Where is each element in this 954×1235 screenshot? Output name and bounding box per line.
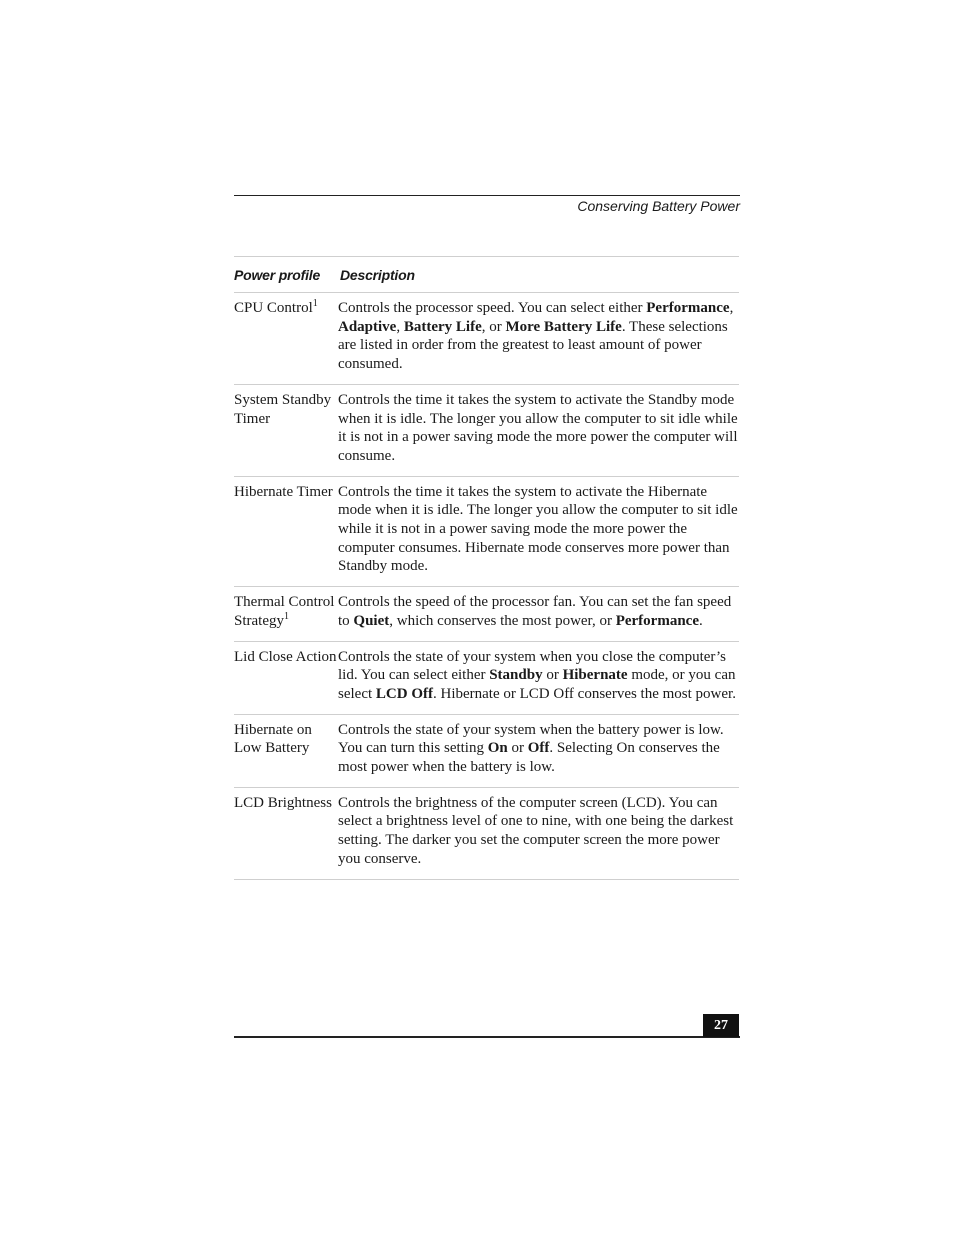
table-row xyxy=(234,293,739,385)
table-row xyxy=(234,384,739,476)
option-name: Quiet xyxy=(353,612,390,629)
table-row xyxy=(234,787,739,879)
table-row xyxy=(234,587,739,641)
description-text: , xyxy=(729,300,734,316)
description-text: or xyxy=(542,667,563,684)
page-number: 27 xyxy=(703,1014,739,1037)
description-text: Controls the brightness of the computer screen (LCD). You can select a brightness level of one to nine, with one being the darkest setting. The darker you set the computer screen the more power you conserve. xyxy=(338,794,734,867)
description-text: Controls the processor speed. You can select either xyxy=(338,300,647,316)
description-text: , xyxy=(396,318,404,335)
description-text: , which conserves the most power, or xyxy=(389,612,616,629)
description-text: mode, or you can select xyxy=(338,667,736,702)
description-cell xyxy=(338,787,739,879)
table-row xyxy=(234,476,739,587)
power-profile-name: Hibernate on Low Battery xyxy=(234,721,312,757)
power-profile-cell xyxy=(234,641,338,714)
power-profile-cell xyxy=(234,293,338,385)
power-profile-name: CPU Control xyxy=(234,300,313,316)
footnote-marker: 1 xyxy=(284,610,289,622)
power-profile-cell xyxy=(234,714,338,787)
description-text: , or xyxy=(481,318,506,335)
footer-rule xyxy=(234,1036,740,1038)
description-text: Controls the time it takes the system to activate the Hibernate mode when it is idle. The longer you allow the computer to sit idle while it is not in a power saving mode the more power the computer consumes. Hibernate mode conserves more power than Standby mode. xyxy=(338,483,738,575)
description-text: . These selections are listed in order from the greatest to least amount of power consumed. xyxy=(338,318,728,373)
power-profile-name: Hibernate Timer xyxy=(234,483,333,500)
option-name: Standby xyxy=(489,667,543,684)
description-cell xyxy=(338,293,739,385)
table-body xyxy=(234,293,739,880)
description-cell xyxy=(338,476,739,587)
option-name: Off xyxy=(527,740,550,757)
option-name: Performance xyxy=(615,612,699,629)
option-name: Hibernate xyxy=(562,667,628,684)
table-row xyxy=(234,641,739,714)
description-text: or xyxy=(507,740,528,757)
table-header-row xyxy=(234,257,739,293)
description-text: Controls the speed of the processor fan. You can set the fan speed to xyxy=(338,594,732,629)
option-name: More Battery Life xyxy=(505,318,622,335)
option-name: Battery Life xyxy=(403,318,482,335)
table-row xyxy=(234,714,739,787)
description-text: . Selecting On conserves the most power when the battery is low. xyxy=(338,740,720,776)
option-name: On xyxy=(487,740,508,757)
power-profile-name: LCD Brightness xyxy=(234,794,332,811)
column-header-description: Description xyxy=(338,257,739,293)
description-text: Controls the state of your system when you close the computer’s lid. You can select either xyxy=(338,648,726,684)
power-profile-name: System Standby Timer xyxy=(234,391,332,427)
footnote-marker: 1 xyxy=(312,298,318,309)
description-cell xyxy=(338,587,739,641)
option-name: Performance xyxy=(646,300,730,316)
power-profile-cell xyxy=(234,476,338,587)
description-cell xyxy=(338,384,739,476)
description-text: Controls the state of your system when the battery power is low. You can turn this setting xyxy=(338,721,724,757)
description-text: . xyxy=(699,612,703,629)
power-profile-cell xyxy=(234,787,338,879)
description-cell xyxy=(338,641,739,714)
power-profile-cell xyxy=(234,587,338,641)
power-profile-table xyxy=(234,256,739,880)
header-rule xyxy=(234,195,740,196)
column-header-power-profile: Power profile xyxy=(234,257,338,293)
power-profile-cell xyxy=(234,384,338,476)
power-profile-name: Lid Close Action xyxy=(234,648,337,665)
description-text: Controls the time it takes the system to activate the Standby mode when it is idle. The longer you allow the computer to sit idle while it is not in a power saving mode the more power the computer will consume. xyxy=(338,391,738,464)
option-name: Adaptive xyxy=(338,318,397,335)
description-text: . Hibernate or LCD Off conserves the most power. xyxy=(432,685,736,702)
power-profile-name: Thermal Control Strategy xyxy=(234,594,335,629)
option-name: LCD Off xyxy=(375,685,433,702)
running-head: Conserving Battery Power xyxy=(577,198,740,214)
description-cell xyxy=(338,714,739,787)
